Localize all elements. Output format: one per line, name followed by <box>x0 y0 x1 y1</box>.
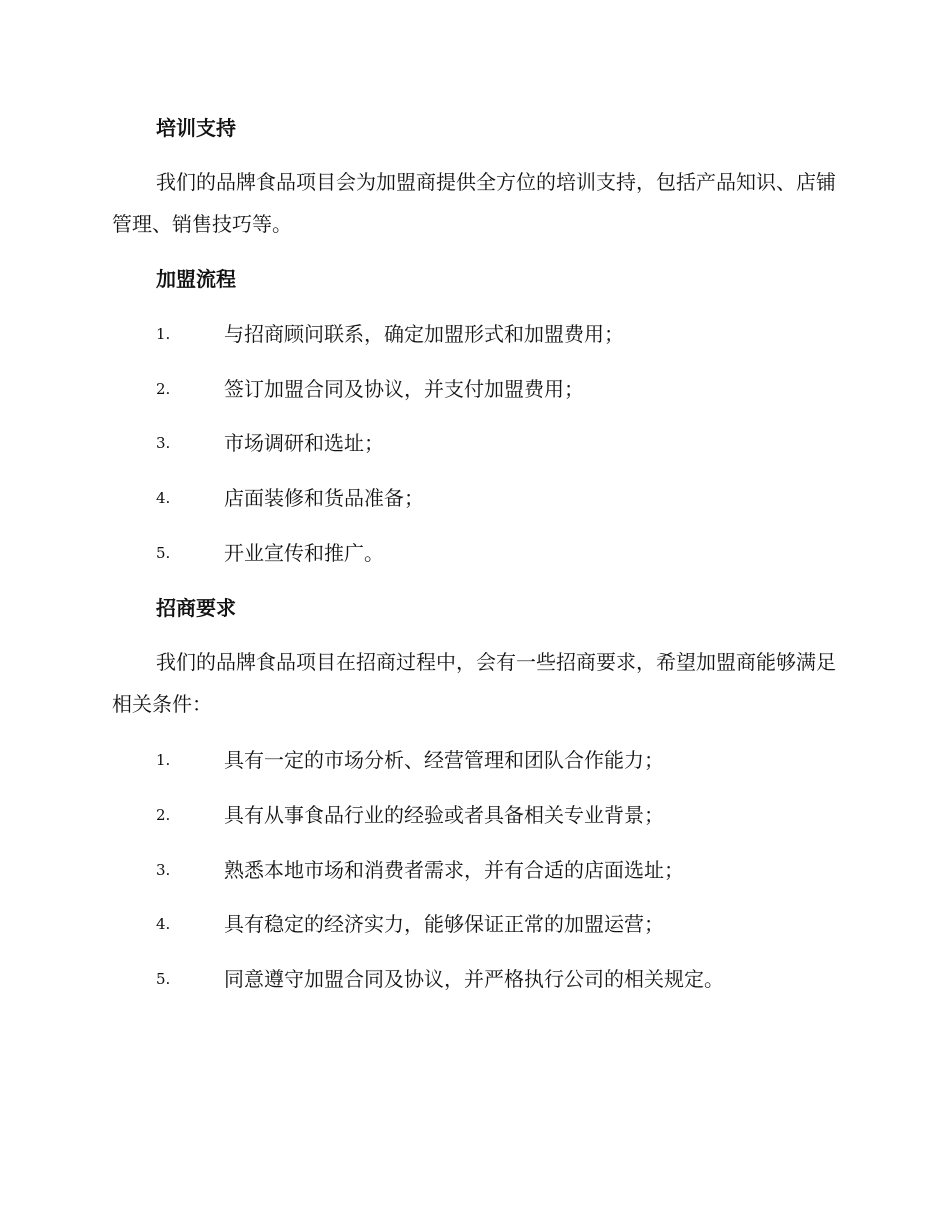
section-heading-process: 加盟流程 <box>156 267 236 291</box>
list-item-text: 与招商顾问联系，确定加盟形式和加盟费用； <box>224 322 624 346</box>
list-item-text: 同意遵守加盟合同及协议，并严格执行公司的相关规定。 <box>224 967 724 991</box>
list-item-text: 开业宣传和推广。 <box>224 541 384 565</box>
list-item-text: 签订加盟合同及协议，并支付加盟费用； <box>224 377 584 401</box>
list-item-number: 2. <box>156 380 171 398</box>
list-item-number: 1. <box>156 751 171 769</box>
section-heading-training: 培训支持 <box>156 116 236 140</box>
list-item-text: 店面装修和货品准备； <box>224 486 424 510</box>
list-item-number: 3. <box>156 434 171 452</box>
list-item-text: 熟悉本地市场和消费者需求，并有合适的店面选址； <box>224 858 684 882</box>
list-item-number: 4. <box>156 915 171 933</box>
list-item-text: 具有从事食品行业的经验或者具备相关专业背景； <box>224 803 664 827</box>
list-item-text: 具有一定的市场分析、经营管理和团队合作能力； <box>224 748 664 772</box>
list-item-number: 4. <box>156 489 171 507</box>
training-paragraph: 我们的品牌食品项目会为加盟商提供全方位的培训支持，包括产品知识、店铺管理、销售技巧等。 <box>112 170 836 236</box>
list-item-text: 市场调研和选址； <box>224 431 384 455</box>
list-item-text: 具有稳定的经济实力，能够保证正常的加盟运营； <box>224 912 664 936</box>
list-item-number: 1. <box>156 325 171 343</box>
list-item-number: 3. <box>156 861 171 879</box>
requirements-paragraph: 我们的品牌食品项目在招商过程中，会有一些招商要求，希望加盟商能够满足相关条件： <box>112 650 836 716</box>
section-heading-requirements: 招商要求 <box>156 596 236 620</box>
list-item-number: 5. <box>156 970 171 988</box>
list-item-number: 5. <box>156 544 171 562</box>
list-item-number: 2. <box>156 806 171 824</box>
